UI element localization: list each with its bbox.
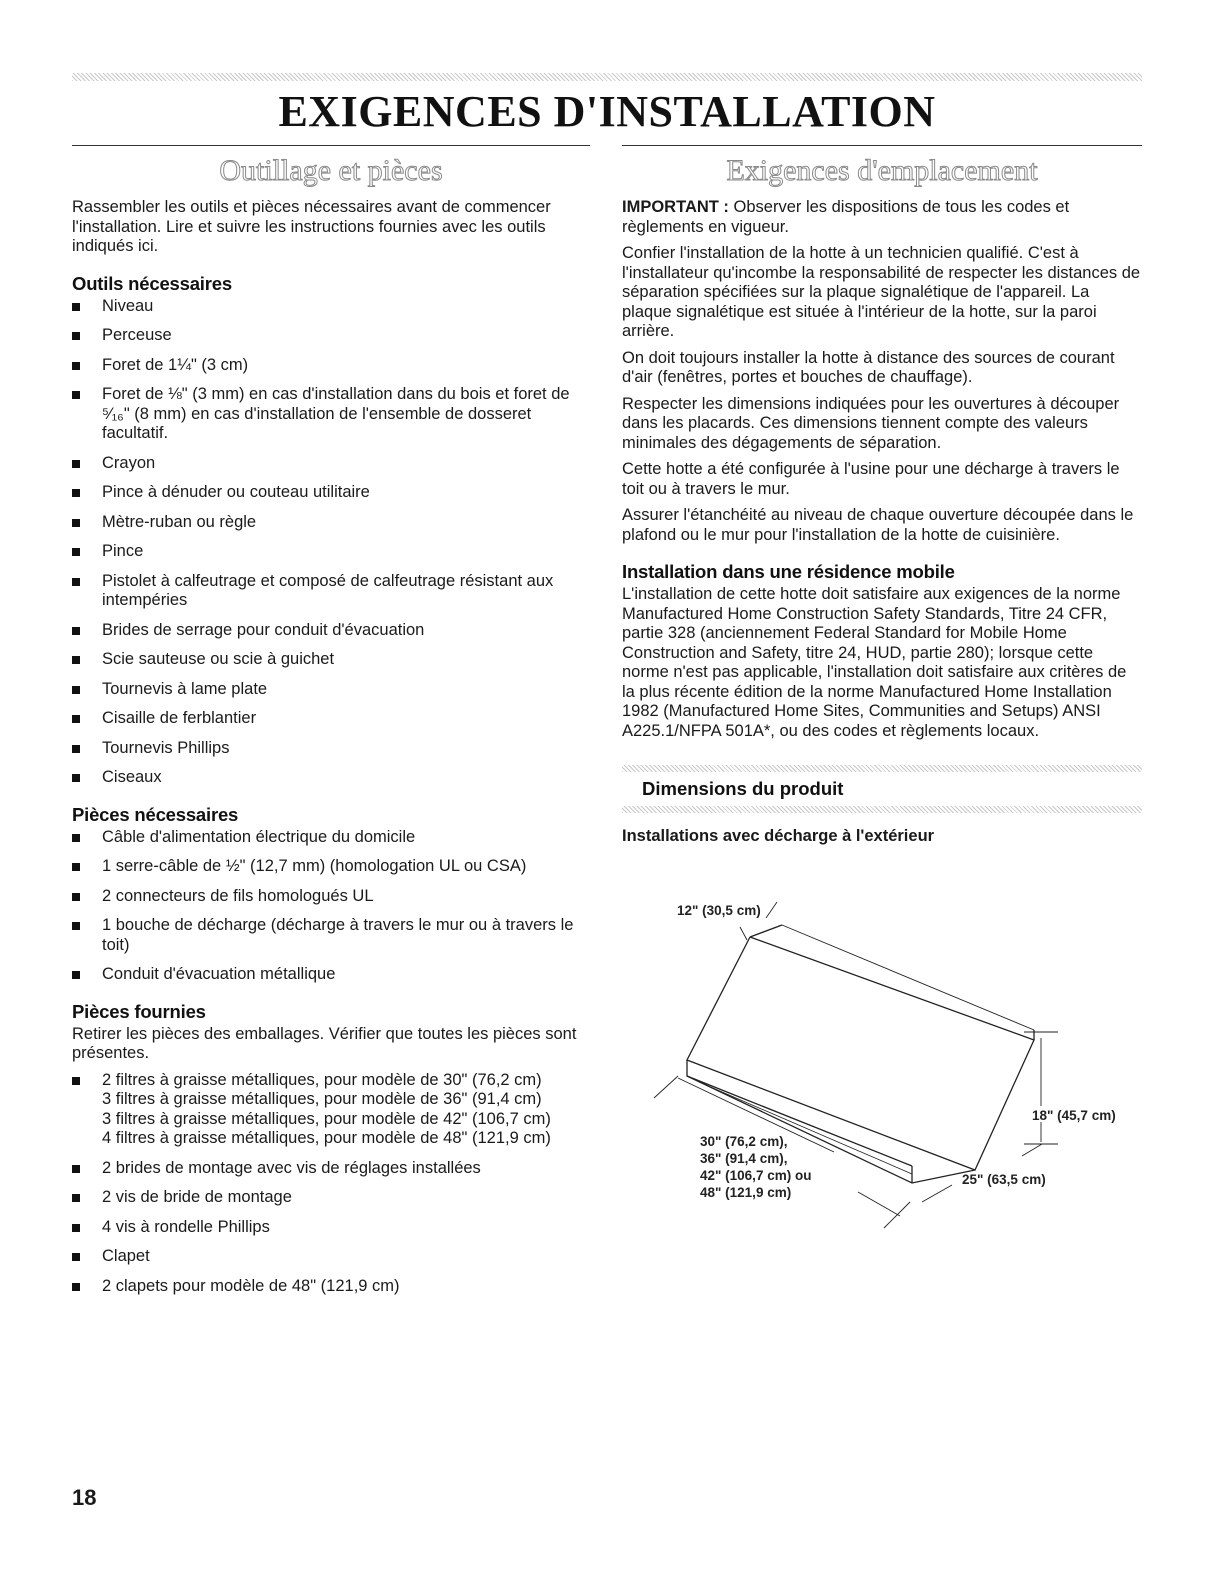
list-item-text: Perceuse xyxy=(102,326,172,344)
list-item xyxy=(72,621,590,641)
list-item xyxy=(72,828,590,848)
bullet-icon xyxy=(72,578,80,586)
list-item xyxy=(72,483,590,503)
list-item-text: Pistolet à calfeutrage et composé de calfeutrage résistant aux intempéries xyxy=(102,571,554,609)
list-item-text: Mètre-ruban ou règle xyxy=(102,512,257,531)
bullet-icon xyxy=(72,1253,80,1261)
base-depth-line-end xyxy=(1022,1144,1042,1156)
dimensions-heading: Dimensions du produit xyxy=(642,778,844,799)
tools-heading: Outils nécessaires xyxy=(72,272,232,294)
list-item xyxy=(72,1071,590,1149)
page-number: 18 xyxy=(72,1485,97,1510)
body-paragraph: On doit toujours installer la hotte à distance des sources de courant d'air (fenêtres, portes et bouches de chauffage). xyxy=(622,348,1115,386)
list-item-text: Scie sauteuse ou scie à guichet xyxy=(102,650,335,668)
list-item-text: Foret de ⅛" (3 mm) en cas d'installation dans du bois et foret de ⁵⁄₁₆" (8 mm) en cas d'installation de l'ensemble de dosseret facultatif. xyxy=(102,385,570,442)
base-depth-line xyxy=(922,1185,952,1202)
width-label-30: 30" (76,2 cm), xyxy=(700,1134,788,1149)
list-item xyxy=(72,1188,590,1208)
list-item xyxy=(72,326,590,346)
list-item-text: Foret de 1¼" (3 cm) xyxy=(102,355,249,374)
section-rule xyxy=(72,145,590,146)
important-label: IMPORTANT : xyxy=(622,198,729,216)
list-item xyxy=(72,887,590,907)
bullet-icon xyxy=(72,1077,80,1085)
tools-intro: Rassembler les outils et pièces nécessaires avant de commencer l'installation. Lire et suivre les instructions fournies avec les outils indiqués ici. xyxy=(72,198,551,255)
mobile-home-heading: Installation dans une résidence mobile xyxy=(622,561,955,582)
bullet-icon xyxy=(72,362,80,370)
width-dimension-line-end xyxy=(858,1192,900,1216)
bullet-icon xyxy=(72,863,80,871)
tools-list xyxy=(72,297,590,788)
list-item xyxy=(72,572,590,611)
important-paragraph xyxy=(622,198,1142,237)
bullet-icon xyxy=(72,489,80,497)
important-text: Observer les dispositions de tous les codes et règlements en vigueur. xyxy=(622,198,1070,236)
bullet-icon xyxy=(72,519,80,527)
parts-needed-list xyxy=(72,828,590,985)
parts-supplied-list xyxy=(72,1071,590,1297)
list-item xyxy=(72,739,590,759)
list-item xyxy=(72,857,590,877)
list-item-text: Clapet xyxy=(102,1247,150,1265)
hatch-divider xyxy=(622,765,1142,772)
bullet-icon xyxy=(72,1194,80,1202)
filter-line: 3 filtres à graisse métalliques, pour modèle de 36" (91,4 cm) xyxy=(102,1090,542,1108)
list-item-text: Conduit d'évacuation métallique xyxy=(102,965,336,983)
hood-back-edge xyxy=(750,925,782,937)
list-item xyxy=(72,513,590,533)
bullet-icon xyxy=(72,627,80,635)
width-extension-right xyxy=(884,1202,910,1228)
hood-back-top xyxy=(782,925,1034,1030)
list-item xyxy=(72,1218,590,1238)
list-item xyxy=(72,965,590,985)
top-hatch-bar xyxy=(72,73,1142,81)
bullet-icon xyxy=(72,971,80,979)
bullet-icon xyxy=(72,774,80,782)
list-item-text: Tournevis à lame plate xyxy=(102,679,268,698)
list-item xyxy=(72,385,590,444)
bullet-icon xyxy=(72,1224,80,1232)
list-item xyxy=(72,297,590,317)
section-rule xyxy=(622,145,1142,146)
dimensions-box xyxy=(622,765,1142,813)
parts-supplied-intro: Retirer les pièces des emballages. Vérifier que toutes les pièces sont présentes. xyxy=(72,1024,577,1062)
height-label: 18" (45,7 cm) xyxy=(1032,1108,1116,1123)
list-item-text: Tournevis Phillips xyxy=(102,738,230,757)
list-item xyxy=(72,680,590,700)
list-item-text: Câble d'alimentation électrique du domicile xyxy=(102,827,416,846)
depth-label: 12" (30,5 cm) xyxy=(677,903,761,918)
body-paragraph: Respecter les dimensions indiquées pour les ouvertures à découper dans les placards. Ces dimensions tiennent compte des valeurs minimales des dégagements de séparation. xyxy=(622,394,1120,452)
left-column xyxy=(72,145,590,1306)
bullet-icon xyxy=(72,1165,80,1173)
body-paragraph: Confier l'installation de la hotte à un technicien qualifié. C'est à l'installateur qu'incombe la responsabilité de respecter les distances de séparation spécifiées sur la plaque signalétique de l'appareil. La plaque signalétique est située à l'intérieur de la hotte, sur la paroi arrière. xyxy=(622,244,1141,340)
list-item-text: 2 vis de bride de montage xyxy=(102,1188,292,1206)
bullet-icon xyxy=(72,391,80,399)
bullet-icon xyxy=(72,1283,80,1291)
list-item xyxy=(72,1159,590,1179)
list-item xyxy=(72,454,590,474)
filter-line: 4 filtres à graisse métalliques, pour modèle de 48" (121,9 cm) xyxy=(102,1129,551,1147)
section-title-location: Exigences d'emplacement xyxy=(726,154,1038,187)
list-item-text: 2 clapets pour modèle de 48" (121,9 cm) xyxy=(102,1276,400,1295)
list-item xyxy=(72,916,590,955)
page-title: EXIGENCES D'INSTALLATION xyxy=(278,87,936,136)
bullet-icon xyxy=(72,893,80,901)
installations-heading: Installations avec décharge à l'extérieur xyxy=(622,827,935,845)
list-item-text: 1 bouche de décharge (décharge à travers le mur ou à travers le toit) xyxy=(102,916,574,954)
body-paragraph: Cette hotte a été configurée à l'usine pour une décharge à travers le toit ou à travers le mur. xyxy=(622,460,1120,498)
body-paragraph: Assurer l'étanchéité au niveau de chaque ouverture découpée dans le plafond ou le mur pour l'installation de la hotte de cuisinière. xyxy=(622,506,1134,544)
parts-needed-heading: Pièces nécessaires xyxy=(72,803,239,825)
list-item xyxy=(72,1247,590,1267)
bullet-icon xyxy=(72,548,80,556)
list-item-text: Crayon xyxy=(102,453,156,472)
hood-dimension-diagram xyxy=(622,880,1142,1240)
list-item-text: 1 serre-câble de ½" (12,7 mm) (homologation UL ou CSA) xyxy=(102,857,527,875)
list-item xyxy=(72,1277,590,1297)
list-item xyxy=(72,542,590,562)
width-extension-left xyxy=(654,1076,678,1098)
list-item-text: Brides de serrage pour conduit d'évacuation xyxy=(102,620,425,639)
bullet-icon xyxy=(72,303,80,311)
list-item-text: Ciseaux xyxy=(102,768,162,786)
list-item-text: Niveau xyxy=(102,296,154,315)
filter-line: 2 filtres à graisse métalliques, pour modèle de 30" (76,2 cm) xyxy=(102,1070,542,1089)
width-label-42: 42" (106,7 cm) ou xyxy=(700,1168,812,1183)
hatch-divider xyxy=(622,806,1142,813)
list-item-text: Pince xyxy=(102,542,144,560)
bullet-icon xyxy=(72,715,80,723)
section-title-tools: Outillage et pièces xyxy=(219,154,443,187)
list-item xyxy=(72,768,590,788)
bullet-icon xyxy=(72,332,80,340)
filter-line: 3 filtres à graisse métalliques, pour modèle de 42" (106,7 cm) xyxy=(102,1109,551,1128)
width-label-36: 36" (91,4 cm), xyxy=(700,1151,788,1166)
bullet-icon xyxy=(72,922,80,930)
list-item-text: Pince à dénuder ou couteau utilitaire xyxy=(102,483,370,501)
bullet-icon xyxy=(72,745,80,753)
list-item-text: 2 connecteurs de fils homologués UL xyxy=(102,886,374,905)
list-item-text: 4 vis à rondelle Phillips xyxy=(102,1217,270,1236)
depth-arrow-right xyxy=(766,902,777,918)
bullet-icon xyxy=(72,686,80,694)
list-item-text: Cisaille de ferblantier xyxy=(102,709,257,727)
right-column xyxy=(622,145,1142,846)
bullet-icon xyxy=(72,656,80,664)
list-item xyxy=(72,356,590,376)
base-depth-label: 25" (63,5 cm) xyxy=(962,1172,1046,1187)
list-item xyxy=(72,650,590,670)
depth-arrow-left xyxy=(740,927,747,940)
list-item-text: 2 brides de montage avec vis de réglages installées xyxy=(102,1158,481,1177)
bullet-icon xyxy=(72,834,80,842)
bullet-icon xyxy=(72,460,80,468)
width-label-48: 48" (121,9 cm) xyxy=(700,1185,792,1200)
parts-supplied-heading: Pièces fournies xyxy=(72,1000,206,1022)
mobile-home-text: L'installation de cette hotte doit satisfaire aux exigences de la norme Manufactured Home Construction Safety Standards, Titre 24 CFR, partie 328 (anciennement Federal Standard for Mobile Home Construction and Safety, titre 24, HUD, partie 280); lorsque cette norme n'est pas applicable, l'installation doit satisfaire aux critères de la plus récente édition de la norme Manufactured Home Installation 1982 (Manufactured Home Sites, Communities and Setups) ANSI A225.1/NFPA 501A*, ou des codes et règlements locaux. xyxy=(622,585,1127,740)
list-item xyxy=(72,709,590,729)
hood-bottom-edge xyxy=(687,1076,975,1183)
